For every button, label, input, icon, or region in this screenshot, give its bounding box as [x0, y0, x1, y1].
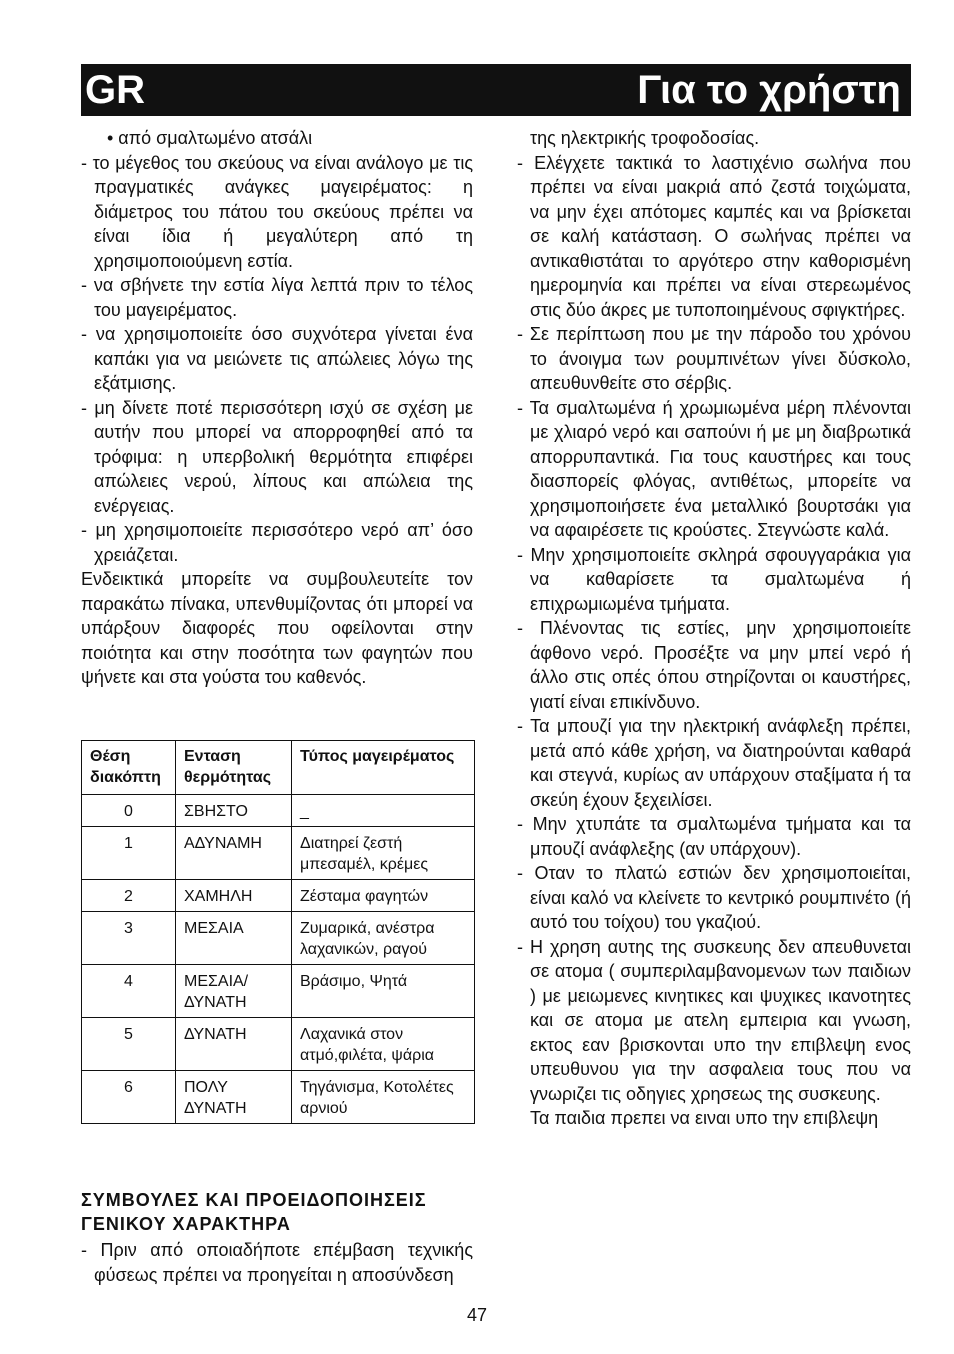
paragraph: - Τα σμαλτωμένα ή χρωμιωμένα μέρη πλένονται με χλιαρό νερό και σαπούνι ή με μη διαβρωτικά απορρυπαντικά. Για τους καυστήρες και τους διασπορείς φλόγας, αντιθέτως, μπορείτε να χρησιμοποιήσετε ένα μεταλλικό βουρτσάκι για να αφαιρέσετε τις κρούστες. Στεγνώστε καλά.	[517, 397, 911, 540]
paragraph: - Πριν από οποιαδήποτε επέμβαση τεχνικής φύσεως πρέπει να προηγείται η αποσύνδεση	[81, 1240, 473, 1285]
cell-position: 5	[82, 1018, 176, 1071]
header-intensity: Ενταση θερμότητας	[176, 741, 292, 795]
cell-position: 2	[82, 880, 176, 912]
heat-settings-table	[81, 740, 475, 1124]
table-row	[82, 1071, 475, 1124]
table-row	[82, 912, 475, 965]
cell-intensity: ΣΒΗΣΤΟ	[176, 795, 292, 827]
table-row	[82, 880, 475, 912]
paragraph-continuation: της ηλεκτρικής τροφοδοσίας.	[530, 128, 760, 148]
paragraph: - μη χρησιμοποιείτε περισσότερο νερό απ’ όσο χρειάζεται.	[81, 520, 473, 565]
paragraph: Ενδεικτικά μπορείτε να συμβουλευτείτε τον παρακάτω πίνακα, υπενθυμίζοντας ότι μπορεί να υπάρξουν διαφορές που οφείλονται στην ποιότητα και στην ποσότητα των φαγητών που ψήνετε και στα γούστα του καθενός.	[81, 569, 473, 687]
cell-cooking-type: Ζυμαρικά, ανέστρα λαχανικών, ραγού	[292, 912, 475, 965]
table-row	[82, 795, 475, 827]
language-code: GR	[85, 68, 145, 112]
cell-cooking-type: Τηγάνισμα, Κοτολέτες αρνιού	[292, 1071, 475, 1124]
paragraph: - Μην χρησιμοποιείτε σκληρά σφουγγαράκια για να καθαρίσετε τα σμαλτωμένα ή επιχρωμιωμένα τμήματα.	[517, 544, 911, 614]
cell-intensity: ΜΕΣΑΙΑ	[176, 912, 292, 965]
table-row	[82, 965, 475, 1018]
cell-cooking-type: _	[292, 795, 475, 827]
paragraph: - Σε περίπτωση που με την πάροδο του χρόνου το άνοιγμα των ρουμπινέτων γίνει δύσκολο, απευθυνθείτε στο σέρβις.	[517, 324, 911, 393]
paragraph: - μη δίνετε ποτέ περισσότερη ισχύ σε σχέση με αυτήν που μπορεί να απορροφηθεί από τα τρόφιμα: η υπερβολική θερμότητα επιφέρει απώλειες νερού, λίπους και απώλεια της ενέργειας.	[81, 397, 473, 516]
cell-position: 1	[82, 827, 176, 880]
cell-intensity: ΔΥΝΑΤΗ	[176, 1018, 292, 1071]
paragraph: - Μην χτυπάτε τα σμαλτωμένα τμήματα και τα μπουζί ανάφλεξης (αν υπάρχουν).	[517, 814, 911, 859]
right-column	[517, 126, 911, 1131]
paragraph: - να σβήνετε την εστία λίγα λεπτά πριν το τέλος του μαγειρέματος.	[81, 275, 473, 320]
cell-position: 6	[82, 1071, 176, 1124]
paragraph: - το μέγεθος του σκεύους να είναι ανάλογο με τις πραγματικές ανάγκες μαγειρέματος: η διάμετρος του πάτου του σκεύους πρέπει να είναι ίδια ή μεγαλύτερη από τη χρησιμοποιούμενη εστία.	[81, 152, 473, 271]
cell-intensity: ΠΟΛΥ ΔΥΝΑΤΗ	[176, 1071, 292, 1124]
cell-cooking-type: Διατηρεί ζεστή μπεσαμέλ, κρέμες	[292, 827, 475, 880]
cell-intensity: ΜΕΣΑΙΑ/ ΔΥΝΑΤΗ	[176, 965, 292, 1018]
header-position: Θέση διακόπτη	[82, 741, 176, 795]
paragraph: - Οταν το πλατώ εστιών δεν χρησιμοποιείται, είναι καλό να κλείνετε το κεντρικό ρουμπινέτο (ή αυτό του τοίχου) του γκαζιού.	[517, 863, 911, 932]
paragraph: - Η χρηση αυτης της συσκευης δεν απευθυνεται σε ατομα ( συμπεριλαμβανομενων των παιδιων ) με μειωμενες κινητικες και ψυχικες ικανοτητες και σε ατομα με ατελη εμπειρια και γνωση, εκτος εαν βρισκονται υπο την επιβλεψη ενος υπευθυνου για την ασφαλεια τους που να γνωριζει τις οδηγιες χρησεως της συσκευης.	[517, 936, 911, 1104]
table-header-row	[82, 741, 475, 795]
paragraph: - Πλένοντας τις εστίες, μην χρησιμοποιείτε άφθονο νερό. Προσέξτε να μην μπεί νερό ή άλλο στις οπές όπου στηρίζονται οι καυστήρες, γιατί είναι επικίνδυνο.	[517, 618, 911, 712]
paragraph: Τα παιδια πρεπει να ειναι υπο την επιβλεψη	[530, 1108, 879, 1128]
cell-position: 3	[82, 912, 176, 965]
table-row	[82, 1018, 475, 1071]
cell-intensity: ΧΑΜΗΛΗ	[176, 880, 292, 912]
section-heading: ΣΥΜΒΟΥΛΕΣ ΚΑΙ ΠΡΟΕΙΔΟΠΟΙΗΣΕΙΣ ΓΕΝΙΚΟΥ ΧΑΡΑΚΤΗΡΑ	[81, 1190, 427, 1234]
page-title: Για το χρήστη	[637, 68, 901, 112]
paragraph: • από σμαλτωμένο ατσάλι	[107, 128, 313, 148]
table-row	[82, 827, 475, 880]
cell-position: 4	[82, 965, 176, 1018]
cell-cooking-type: Λαχανικά στον ατμό,φιλέτα, ψάρια	[292, 1018, 475, 1071]
paragraph: - Ελέγχετε τακτικά το λαστιχένιο σωλήνα που πρέπει να είναι μακριά από ζεστά τοιχώματα, να μην έχει απότομες καμπές και να βρίσκεται σε καλή κατάσταση. Ο σωλήνας πρέπει να αντικαθιστάται το αργότερο στην καθορισμένη ημερομηνία και πρέπει να είναι στερεωμένος στις δύο άκρες με τυποποιημένους σφιγκτήρες.	[517, 152, 911, 320]
cell-cooking-type: Ζέσταμα φαγητών	[292, 880, 475, 912]
left-column	[81, 126, 473, 690]
cell-cooking-type: Βράσιμο, Ψητά	[292, 965, 475, 1018]
cell-position: 0	[82, 795, 176, 827]
paragraph: - να χρησιμοποιείτε όσο συχνότερα γίνεται ένα καπάκι για να μειώνετε τις απώλειες λόγω της εξάτμισης.	[81, 324, 473, 393]
header-cooking-type: Τύπος μαγειρέματος	[292, 741, 475, 795]
paragraph: - Τα μπουζί για την ηλεκτρική ανάφλεξη πρέπει, μετά από κάθε χρήση, να διατηρούνται καθαρά και στεγνά, κυρίως αν υπάρχουν σταξίματα ή τα σκεύη έχουν ξεχειλίσει.	[517, 716, 911, 810]
section-intro	[81, 1238, 473, 1287]
cell-intensity: ΑΔΥΝΑΜΗ	[176, 827, 292, 880]
page-number: 47	[466, 1305, 488, 1325]
page-header	[81, 64, 911, 116]
